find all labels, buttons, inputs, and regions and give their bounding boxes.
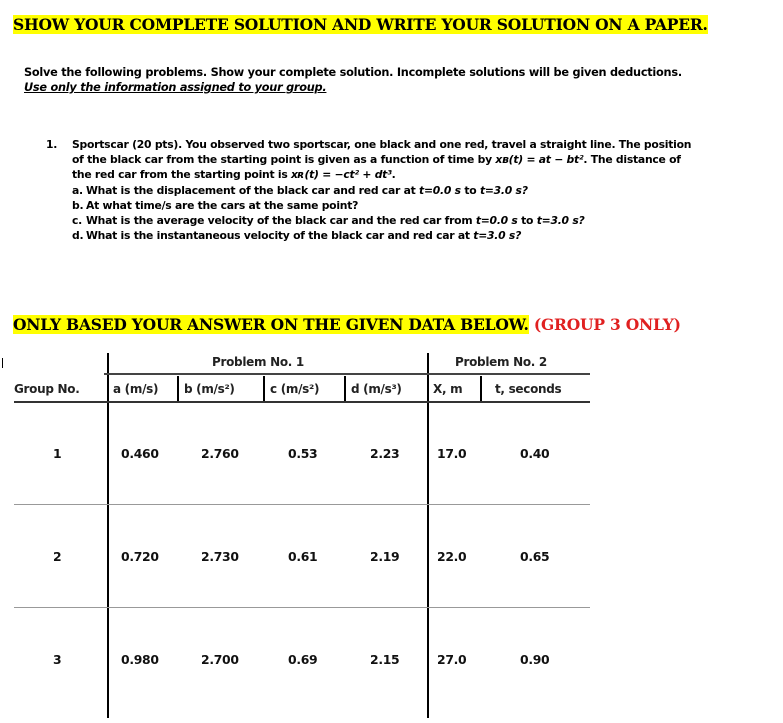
value-a: 0.980 bbox=[121, 652, 159, 667]
problem-text: of the black car from the starting point is given as a function of time by bbox=[72, 153, 496, 167]
value-t: 0.65 bbox=[520, 549, 550, 564]
value-a: 0.460 bbox=[121, 446, 159, 461]
problem-text: the red car from the starting point is bbox=[72, 168, 292, 182]
red-car-formula: xʀ(t) = −ct² + dt³ bbox=[291, 168, 392, 182]
data-instruction-text: ONLY BASED YOUR ANSWER ON THE GIVEN DATA BELOW. bbox=[13, 315, 529, 334]
value-x: 17.0 bbox=[437, 446, 467, 461]
value-t: 0.40 bbox=[520, 446, 550, 461]
column-header: b (m/s²) bbox=[184, 382, 235, 396]
value-c: 0.53 bbox=[288, 446, 318, 461]
group-instruction-line: Use only the information assigned to your group. bbox=[24, 81, 327, 94]
sub-question-c: c. What is the average velocity of the black car and the red car from t=0.0 s to t=3.0 s? bbox=[72, 214, 585, 228]
value-b: 2.760 bbox=[201, 446, 239, 461]
group-number: 3 bbox=[53, 652, 62, 667]
table-rule bbox=[14, 401, 590, 403]
sub-question-a: a. What is the displacement of the black car and red car at t=0.0 s to t=3.0 s? bbox=[72, 183, 528, 197]
value-a: 0.720 bbox=[121, 549, 159, 564]
table-divider bbox=[427, 353, 429, 718]
value-t: 0.90 bbox=[520, 652, 550, 667]
problem-text: . The distance of bbox=[583, 153, 681, 167]
problem-number: 1. bbox=[46, 138, 58, 151]
value-c: 0.61 bbox=[288, 549, 318, 564]
table-divider bbox=[2, 358, 3, 368]
column-header: c (m/s²) bbox=[270, 382, 320, 396]
value-d: 2.23 bbox=[370, 446, 400, 461]
table-divider bbox=[344, 376, 346, 401]
value-d: 2.15 bbox=[370, 652, 400, 667]
instruction-banner-top: SHOW YOUR COMPLETE SOLUTION AND WRITE YOUR SOLUTION ON A PAPER. bbox=[13, 15, 708, 34]
group-number: 2 bbox=[53, 549, 62, 564]
group-label: (GROUP 3 ONLY) bbox=[533, 315, 681, 334]
table-divider bbox=[263, 376, 265, 401]
table-rule bbox=[14, 607, 590, 608]
column-header: X, m bbox=[433, 382, 463, 396]
sub-question-d: d. What is the instantaneous velocity of the black car and red car at t=3.0 s? bbox=[72, 229, 522, 243]
column-header: Group No. bbox=[14, 382, 80, 396]
value-c: 0.69 bbox=[288, 652, 318, 667]
sub-question-b: b. At what time/s are the cars at the same point? bbox=[72, 198, 359, 212]
value-b: 2.700 bbox=[201, 652, 239, 667]
problem-text: You observed two sportscar, one black and one red, travel a straight line. The position bbox=[181, 138, 692, 151]
table-divider bbox=[480, 376, 482, 401]
value-x: 27.0 bbox=[437, 652, 467, 667]
problem-text: . bbox=[391, 168, 396, 182]
problem-title: Sportscar (20 pts). bbox=[72, 138, 182, 151]
table-rule bbox=[104, 373, 590, 375]
table-divider bbox=[177, 376, 179, 401]
value-x: 22.0 bbox=[437, 549, 467, 564]
problem-block bbox=[46, 137, 772, 243]
column-header: a (m/s) bbox=[113, 382, 159, 396]
table-rule bbox=[14, 504, 590, 505]
group-number: 1 bbox=[53, 446, 62, 461]
value-b: 2.730 bbox=[201, 549, 239, 564]
column-header: d (m/s³) bbox=[351, 382, 402, 396]
value-d: 2.19 bbox=[370, 549, 400, 564]
problem-1-header: Problem No. 1 bbox=[212, 355, 304, 369]
table-divider bbox=[107, 353, 109, 718]
instruction-line: Solve the following problems. Show your complete solution. Incomplete solutions will be given deductions. bbox=[24, 66, 682, 79]
problem-2-header: Problem No. 2 bbox=[455, 355, 547, 369]
black-car-formula: xʙ(t) = at − bt² bbox=[495, 153, 584, 167]
column-header: t, seconds bbox=[495, 382, 562, 396]
data-instruction-banner bbox=[13, 315, 681, 334]
data-table bbox=[0, 345, 783, 723]
